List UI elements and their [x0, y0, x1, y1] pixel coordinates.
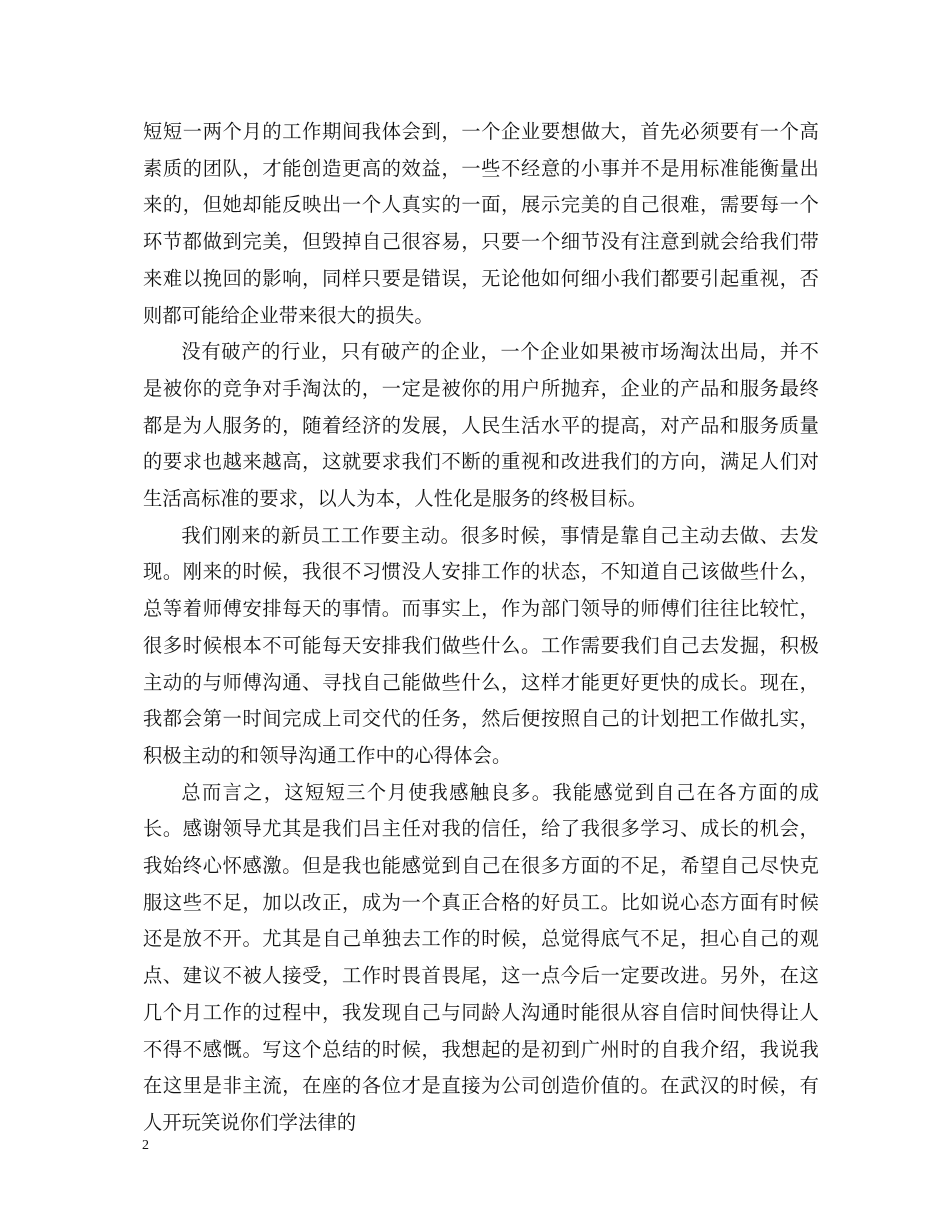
page-number: 2 [142, 1138, 149, 1153]
paragraph-3: 我们刚来的新员工工作要主动。很多时候，事情是靠自己主动去做、去发现。刚来的时候，我很不习惯没人安排工作的状态，不知道自己该做些什么，总等着师傅安排每天的事情。而事实上，作为部门领导的师傅们往往比较忙，很多时候根本不可能每天安排我们做些什么。工作需要我们自己去发掘，积极主动的与师傅沟通、寻找自己能做些什么，这样才能更好更快的成长。现在，我都会第一时间完成上司交代的任务，然后便按照自己的计划把工作做扎实，积极主动的和领导沟通工作中的心得体会。 [143, 523, 819, 767]
paragraph-2: 没有破产的行业，只有破产的企业，一个企业如果被市场淘汰出局，并不是被你的竞争对手淘汰的，一定是被你的用户所抛弃，企业的产品和服务最终都是为人服务的，随着经济的发展，人民生活水平的提高，对产品和服务质量的要求也越来越高，这就要求我们不断的重视和改进我们的方向，满足人们对生活高标准的要求，以人为本，人性化是服务的终极目标。 [143, 340, 819, 511]
paragraph-4: 总而言之，这短短三个月使我感触良多。我能感觉到自己在各方面的成长。感谢领导尤其是我们吕主任对我的信任，给了我很多学习、成长的机会，我始终心怀感激。但是我也能感觉到自己在很多方面的不足，希望自己尽快克服这些不足，加以改正，成为一个真正合格的好员工。比如说心态方面有时候还是放不开。尤其是自己单独去工作的时候，总觉得底气不足，担心自己的观点、建议不被人接受，工作时畏首畏尾，这一点今后一定要改进。另外，在这几个月工作的过程中，我发现自己与同龄人沟通时能很从容自信时间快得让人不得不感慨。写这个总结的时候，我想起的是初到广州时的自我介绍，我说我在这里是非主流，在座的各位才是直接为公司创造价值的。在武汉的时候，有人开玩笑说你们学法律的 [143, 780, 819, 1134]
paragraph-1: 短短一两个月的工作期间我体会到，一个企业要想做大，首先必须要有一个高素质的团队，才能创造更高的效益，一些不经意的小事并不是用标准能衡量出来的，但她却能反映出一个人真实的一面，展示完美的自己很难，需要每一个环节都做到完美，但毁掉自己很容易，只要一个细节没有注意到就会给我们带来难以挽回的影响，同样只要是错误，无论他如何细小我们都要引起重视，否则都可能给企业带来很大的损失。 [143, 120, 819, 327]
body-text [143, 114, 819, 1142]
